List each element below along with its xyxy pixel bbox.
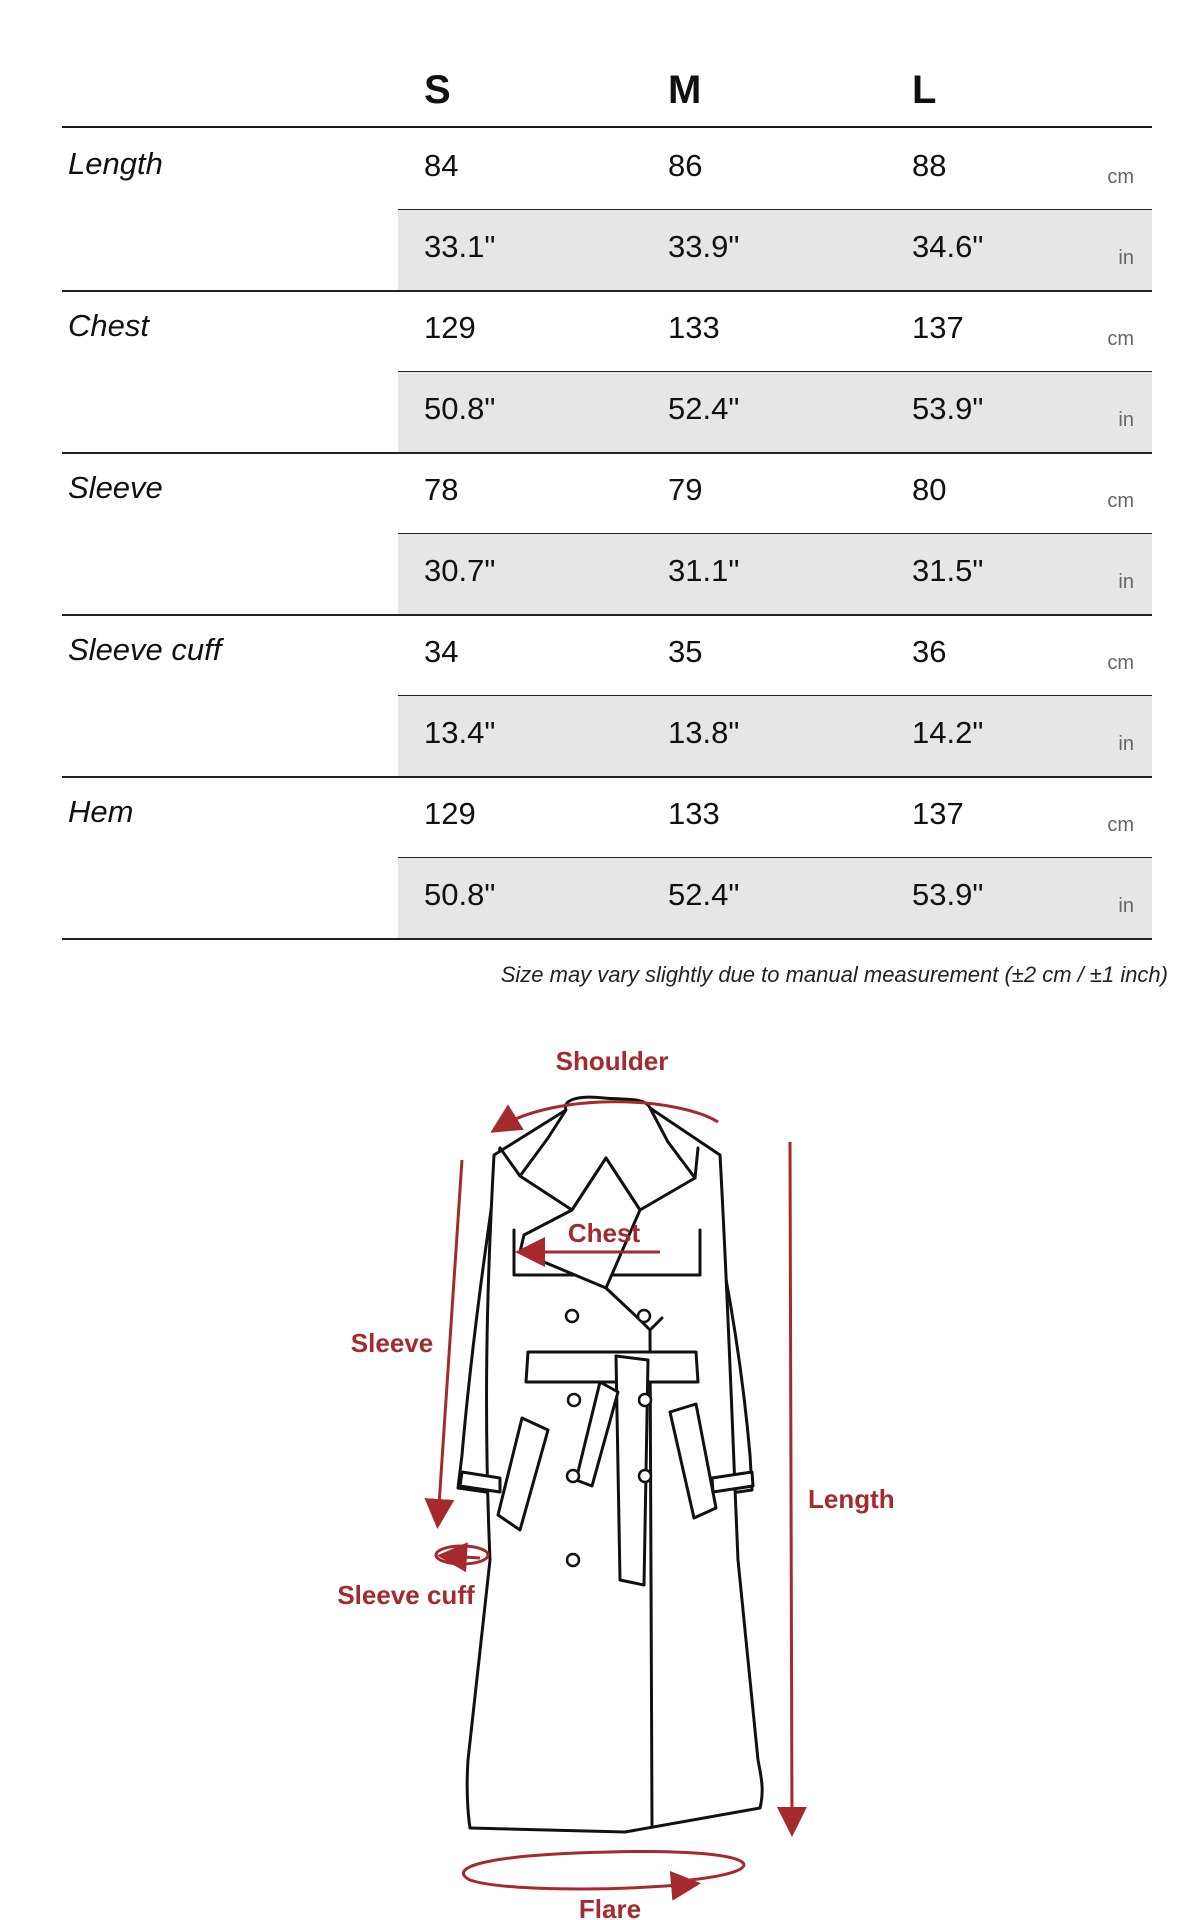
unit-in: in xyxy=(1118,571,1134,593)
unit-cm: cm xyxy=(1107,490,1134,512)
cell-value: 52.4" xyxy=(668,391,740,426)
row-label-hem: Hem xyxy=(68,794,134,829)
unit-cm: cm xyxy=(1107,814,1134,836)
cell-value: 13.8" xyxy=(668,715,740,750)
cell-value: 52.4" xyxy=(668,877,740,912)
unit-in: in xyxy=(1118,733,1134,755)
cell-value: 31.5" xyxy=(912,553,984,588)
cell-value: 86 xyxy=(668,148,703,183)
cell-value: 33.9" xyxy=(668,229,740,264)
cell-value: 30.7" xyxy=(424,553,496,588)
row-label-sleeve: Sleeve xyxy=(68,470,163,505)
cell-value: 84 xyxy=(424,148,459,183)
cell-value: 133 xyxy=(668,310,720,345)
row-label-chest: Chest xyxy=(68,308,149,343)
cell-value: 80 xyxy=(912,472,947,507)
cell-value: 34 xyxy=(424,634,459,669)
label-chest: Chest xyxy=(567,1218,641,1248)
unit-in: in xyxy=(1118,247,1134,269)
cell-value: 137 xyxy=(912,310,964,345)
cell-value: 14.2" xyxy=(912,715,984,750)
cell-value: 31.1" xyxy=(668,553,740,588)
cell-value: 50.8" xyxy=(424,391,496,426)
unit-in: in xyxy=(1118,409,1134,431)
label-sleeve-cuff: Sleeve cuff xyxy=(337,1580,475,1610)
cell-value: 35 xyxy=(668,634,703,669)
row-label-length: Length xyxy=(68,146,163,181)
cell-value: 34.6" xyxy=(912,229,984,264)
cell-value: 129 xyxy=(424,796,476,831)
cell-value: 78 xyxy=(424,472,459,507)
size-header-m: M xyxy=(668,68,702,112)
cell-value: 13.4" xyxy=(424,715,496,750)
unit-cm: cm xyxy=(1107,166,1134,188)
cell-value: 36 xyxy=(912,634,947,669)
cell-value: 53.9" xyxy=(912,877,984,912)
cell-value: 33.1" xyxy=(424,229,496,264)
label-length: Length xyxy=(808,1484,895,1514)
cell-value: 129 xyxy=(424,310,476,345)
size-header-l: L xyxy=(912,68,937,112)
cell-value: 50.8" xyxy=(424,877,496,912)
cell-value: 79 xyxy=(668,472,703,507)
cell-value: 133 xyxy=(668,796,720,831)
measurement-note: Size may vary slightly due to manual measurement (±2 cm / ±1 inch) xyxy=(500,962,1168,987)
cell-value: 137 xyxy=(912,796,964,831)
unit-in: in xyxy=(1118,895,1134,917)
unit-cm: cm xyxy=(1107,328,1134,350)
coat-outline xyxy=(458,1097,762,1832)
label-shoulder: Shoulder xyxy=(555,1046,669,1076)
row-label-sleeve-cuff: Sleeve cuff xyxy=(68,632,222,667)
cell-value: 53.9" xyxy=(912,391,984,426)
cell-value: 88 xyxy=(912,148,947,183)
label-sleeve: Sleeve xyxy=(350,1328,434,1358)
label-flare: Flare xyxy=(578,1894,642,1920)
unit-cm: cm xyxy=(1107,652,1134,674)
size-header-s: S xyxy=(424,68,451,112)
